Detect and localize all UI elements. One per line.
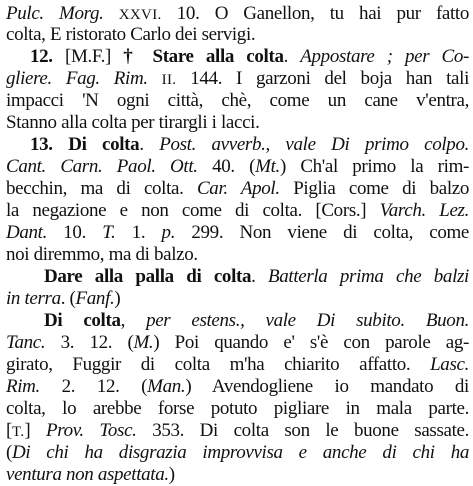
headword-text: Dare alla palla di colta: [44, 266, 252, 287]
text-run: . (: [60, 288, 76, 309]
text-run: Piglia come di balzo: [279, 178, 469, 199]
italic-text: Post. avverb., vale Di primo colpo.: [159, 134, 469, 155]
text-run: Stanno alla colta per tirargli i lacci.: [6, 112, 260, 133]
headword-text: 12.: [30, 46, 65, 67]
text-run: [M.F.]: [64, 46, 124, 67]
text-line: [6, 441, 469, 464]
text-run: 2. 12. (: [39, 376, 148, 397]
text-line: [6, 23, 469, 46]
text-line: [6, 419, 469, 442]
text-line: [6, 463, 469, 483]
entry-heading-line: [30, 45, 469, 68]
italic-text: Rim.: [6, 376, 40, 397]
text-run: girato, Fuggir di colta m'ha chiarito affatto.: [6, 354, 431, 375]
text-run: ) Poi quando e' s'è con parole ag-: [153, 332, 469, 353]
italic-text: Man.: [147, 376, 186, 397]
text-line: [6, 177, 469, 200]
text-line: [6, 111, 469, 134]
text-line: [6, 331, 469, 354]
text-run: 353. Di colta son le buone sassate.: [136, 420, 469, 441]
text-run: 299. Non viene di colta, come: [175, 222, 469, 243]
text-run: XXVI.: [118, 7, 162, 23]
italic-text: in terra: [6, 288, 61, 309]
text-run: 144. I garzoni del boja han tali: [176, 68, 469, 89]
italic-text: p.: [161, 222, 176, 243]
italic-text: Prov. Tosc.: [46, 420, 137, 441]
text-line: [6, 221, 469, 244]
text-run: 40. (: [197, 156, 256, 177]
entry-heading-line: [44, 265, 469, 288]
italic-text: Pulc. Morg.: [6, 3, 104, 24]
text-line: [6, 2, 469, 25]
text-run: noi diremmo, ma di balzo.: [6, 244, 198, 265]
italic-text: Cant. Carn. Paol. Ott.: [6, 156, 198, 177]
text-run: II.: [161, 72, 177, 88]
text-run: colta, E ristorato Carlo dei servigi.: [6, 24, 256, 45]
text-run: ) Ch'al primo la rim-: [279, 156, 469, 177]
italic-text: Tanc.: [6, 332, 46, 353]
text-line: [6, 155, 469, 178]
text-run: .: [139, 134, 160, 155]
text-line: [6, 397, 469, 420]
text-run: ]: [24, 420, 46, 441]
text-run: 1.: [115, 222, 162, 243]
headword-text: 13. Di colta: [30, 134, 140, 155]
text-run: la negazione e non come di colta. [Cors.]: [6, 200, 380, 221]
italic-text: per estens., vale Di subito. Buon.: [146, 310, 469, 331]
text-run: 10.: [47, 222, 103, 243]
text-line: [6, 67, 469, 90]
italic-text: Mt.: [255, 156, 280, 177]
text-line: [6, 375, 469, 398]
italic-text: Batterla prima che balzi: [267, 266, 469, 287]
text-run: ): [168, 464, 175, 485]
italic-text: Di chi ha disgrazia improvvisa e anche di chi ha: [11, 442, 469, 463]
text-line: [6, 199, 469, 222]
text-line: [6, 243, 469, 266]
text-run: ): [114, 288, 121, 309]
italic-text: Lasc.: [430, 354, 469, 375]
text-run: colta, lo arebbe forse potuto pigliare in mala parte.: [6, 398, 469, 419]
text-run: .: [251, 266, 268, 287]
italic-text: ventura non aspettata.: [6, 464, 169, 485]
text-run: [: [6, 420, 12, 441]
text-run: impacci 'N ogni città, chè, come un cane v'entra,: [6, 90, 469, 111]
italic-text: M.: [133, 332, 154, 353]
italic-text: T.: [102, 222, 116, 243]
text-run: [104, 3, 119, 24]
text-line: [6, 89, 469, 112]
text-run: (: [6, 442, 12, 463]
text-run: .: [283, 46, 301, 67]
italic-text: Varch. Lez.: [379, 200, 469, 221]
italic-text: Dant.: [6, 222, 48, 243]
italic-text: gliere. Fag. Rim.: [6, 68, 148, 89]
italic-text: Appostare ; per Co-: [300, 46, 469, 67]
text-run: 3. 12. (: [45, 332, 134, 353]
entry-heading-line: [30, 133, 469, 156]
text-run: ) Avendogliene io mandato di: [185, 376, 469, 397]
text-line: [6, 287, 469, 310]
text-run: ,: [120, 310, 147, 331]
headword-text: † Stare alla colta: [123, 46, 284, 67]
entry-heading-line: [44, 309, 469, 332]
text-run: becchin, ma di colta.: [6, 178, 197, 199]
text-line: [6, 353, 469, 376]
text-run: 10. O Ganellon, tu hai pur fatto: [161, 3, 470, 24]
text-run: [148, 68, 162, 89]
italic-text: Fanf.: [75, 288, 115, 309]
text-run: T.: [11, 424, 25, 440]
headword-text: Di colta: [44, 310, 121, 331]
italic-text: Car. Apol.: [196, 178, 280, 199]
